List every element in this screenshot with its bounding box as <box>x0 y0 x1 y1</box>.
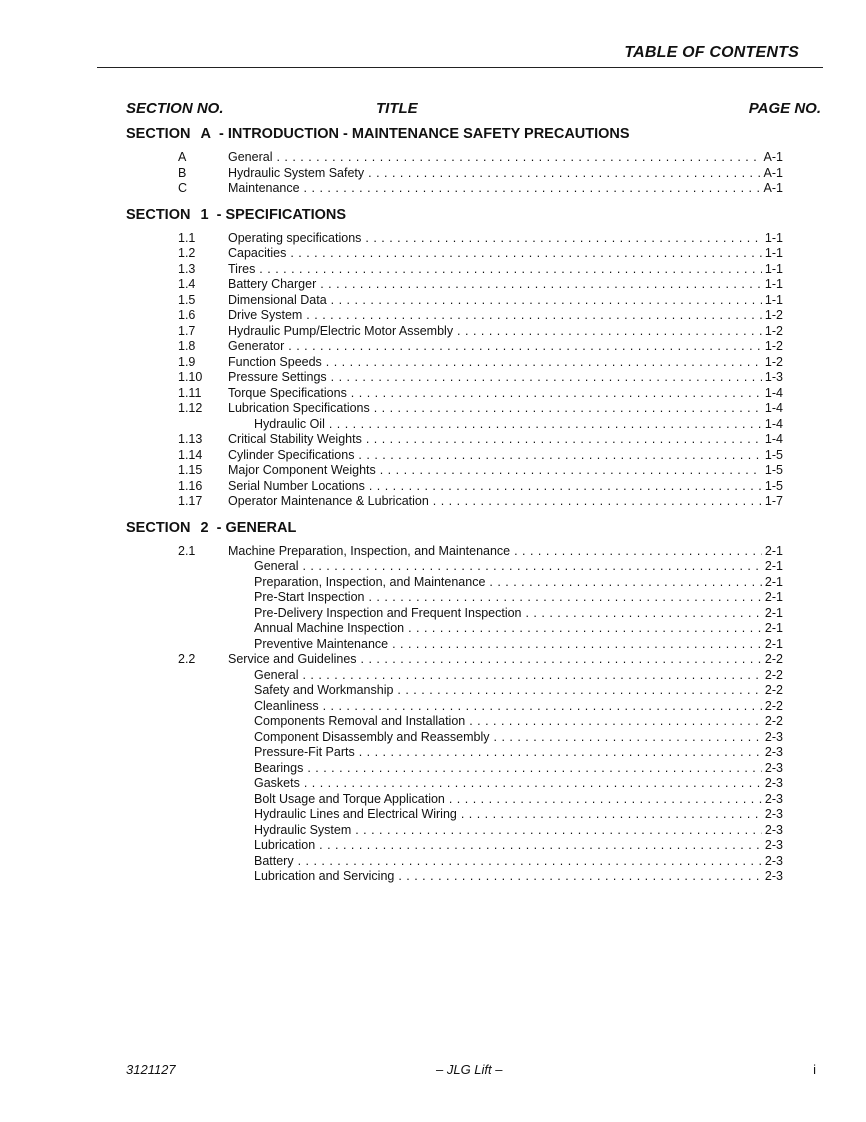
entry-title: Capacities . . . <box>228 246 762 262</box>
toc-entry[interactable] <box>0 544 866 560</box>
entry-number: 1.8 <box>178 339 196 353</box>
entry-title: Battery Charger . . . <box>228 277 762 293</box>
entry-number: 1.2 <box>178 246 196 260</box>
toc-entry-list <box>0 544 866 885</box>
toc-entry[interactable] <box>0 479 866 495</box>
entry-number: 1.4 <box>178 277 196 291</box>
entry-number: 1.16 <box>178 478 203 493</box>
entry-page-number: 2-3 <box>764 745 783 759</box>
toc-entry[interactable] <box>0 308 866 324</box>
entry-number: 1.12 <box>178 401 203 415</box>
entry-page-number: 1-7 <box>764 494 783 508</box>
header-divider <box>97 67 823 68</box>
entry-title: Preventive Maintenance . . . <box>254 637 762 653</box>
toc-subentry[interactable] <box>0 761 866 777</box>
entry-page-number: 2-2 <box>764 683 783 697</box>
entry-page-number: 1-1 <box>764 261 783 276</box>
entry-number: 1.14 <box>178 447 203 462</box>
entry-number: 1.10 <box>178 370 203 384</box>
entry-page-number: 1-5 <box>764 447 783 462</box>
toc-entry[interactable] <box>0 652 866 668</box>
entry-title: Generator . . . <box>228 339 762 355</box>
entry-page-number: 1-5 <box>764 463 783 477</box>
toc-entry[interactable] <box>0 181 866 197</box>
entry-page-number: 1-1 <box>764 230 783 245</box>
toc-subentry[interactable] <box>0 869 866 885</box>
entry-title: Pre-Delivery Inspection and Frequent Inspection . . . <box>254 606 762 622</box>
entry-number: 1.6 <box>178 308 196 322</box>
section-code: A <box>200 126 211 142</box>
entry-page-number: 1-4 <box>764 385 783 400</box>
entry-page-number: 2-3 <box>764 853 783 868</box>
entry-title: Tires . . . <box>228 262 762 278</box>
entry-page-number: 1-3 <box>764 370 783 384</box>
toc-entry[interactable] <box>0 494 866 510</box>
entry-page-number: 2-1 <box>764 574 783 589</box>
entry-title: Lubrication and Servicing . . . <box>254 869 762 885</box>
section-title: - SPECIFICATIONS <box>216 206 347 223</box>
footer-page-number: i <box>813 1062 816 1077</box>
entry-title: Torque Specifications . . . <box>228 386 762 402</box>
table-of-contents <box>0 122 866 885</box>
toc-subentry[interactable] <box>0 417 866 433</box>
entry-title: Hydraulic System Safety . . . <box>228 166 762 182</box>
entry-number: 2.1 <box>178 543 196 558</box>
page-header-title: TABLE OF CONTENTS <box>624 44 799 61</box>
entry-page-number: A-1 <box>763 150 783 164</box>
entry-page-number: 1-4 <box>764 401 783 415</box>
entry-title: General . . . <box>254 668 762 684</box>
toc-entry[interactable] <box>0 432 866 448</box>
toc-subentry[interactable] <box>0 683 866 699</box>
toc-subentry[interactable] <box>0 714 866 730</box>
entry-title: Pre-Start Inspection . . . <box>254 590 762 606</box>
entry-title: Dimensional Data . . . <box>228 293 762 309</box>
column-header-page: PAGE NO. <box>748 100 821 117</box>
entry-title: Hydraulic Pump/Electric Motor Assembly . . . <box>228 324 762 340</box>
toc-subentry[interactable] <box>0 792 866 808</box>
entry-title: Pressure-Fit Parts . . . <box>254 745 762 761</box>
entry-page-number: 2-3 <box>764 822 783 837</box>
entry-page-number: 1-1 <box>764 246 783 260</box>
entry-page-number: 2-3 <box>764 869 783 883</box>
entry-title: Serial Number Locations . . . <box>228 479 762 495</box>
entry-title: Service and Guidelines . . . <box>228 652 762 668</box>
toc-entry[interactable] <box>0 370 866 386</box>
section-label: SECTION <box>126 126 191 142</box>
section-heading <box>0 518 866 538</box>
entry-title: Battery . . . <box>254 854 762 870</box>
entry-page-number: 1-1 <box>764 277 783 291</box>
entry-number: 1.7 <box>178 323 196 338</box>
entry-title: Cylinder Specifications . . . <box>228 448 762 464</box>
toc-subentry[interactable] <box>0 838 866 854</box>
entry-number: C <box>178 181 188 195</box>
entry-page-number: 2-2 <box>764 667 783 682</box>
entry-page-number: 1-2 <box>764 323 783 338</box>
entry-title: Operator Maintenance & Lubrication . . . <box>228 494 762 510</box>
entry-page-number: A-1 <box>763 181 783 195</box>
toc-entry[interactable] <box>0 293 866 309</box>
entry-page-number: 1-1 <box>764 292 783 307</box>
toc-entry[interactable] <box>0 324 866 340</box>
entry-page-number: 2-2 <box>764 652 783 666</box>
entry-title: Machine Preparation, Inspection, and Maintenance . . . <box>228 544 762 560</box>
entry-page-number: 2-1 <box>764 590 783 604</box>
toc-subentry[interactable] <box>0 637 866 653</box>
entry-title: Preparation, Inspection, and Maintenance . . . <box>254 575 762 591</box>
entry-number: 1.15 <box>178 463 203 477</box>
entry-title: Component Disassembly and Reassembly . . . <box>254 730 762 746</box>
entry-title: Lubrication Specifications . . . <box>228 401 762 417</box>
entry-title: Annual Machine Inspection . . . <box>254 621 762 637</box>
entry-page-number: 2-3 <box>764 729 783 744</box>
section-heading <box>0 205 866 225</box>
footer-doc-number: 3121127 <box>126 1062 176 1077</box>
toc-entry[interactable] <box>0 463 866 479</box>
toc-entry[interactable] <box>0 355 866 371</box>
section-title: - GENERAL <box>216 519 297 536</box>
entry-number: B <box>178 165 187 180</box>
entry-title: Bolt Usage and Torque Application . . . <box>254 792 762 808</box>
toc-subentry[interactable] <box>0 606 866 622</box>
entry-page-number: 2-1 <box>764 543 783 558</box>
toc-entry[interactable] <box>0 231 866 247</box>
entry-number: 1.11 <box>178 385 202 400</box>
entry-title: Safety and Workmanship . . . <box>254 683 762 699</box>
entry-title: Maintenance . . . <box>228 181 762 197</box>
toc-subentry[interactable] <box>0 621 866 637</box>
entry-page-number: 2-1 <box>764 605 783 620</box>
entry-page-number: 2-1 <box>764 559 783 573</box>
toc-subentry[interactable] <box>0 730 866 746</box>
toc-subentry[interactable] <box>0 590 866 606</box>
section-heading <box>0 124 866 144</box>
entry-title: General . . . <box>228 150 762 166</box>
entry-page-number: 1-4 <box>764 416 783 431</box>
entry-number: 1.3 <box>178 261 196 276</box>
entry-page-number: 2-2 <box>764 698 783 713</box>
toc-subentry[interactable] <box>0 823 866 839</box>
toc-subentry[interactable] <box>0 745 866 761</box>
entry-page-number: 1-2 <box>764 339 783 353</box>
entry-number: 1.9 <box>178 354 196 369</box>
entry-title: Components Removal and Installation . . . <box>254 714 762 730</box>
toc-entry[interactable] <box>0 150 866 166</box>
toc-entry[interactable] <box>0 339 866 355</box>
entry-page-number: 2-3 <box>764 838 783 852</box>
entry-page-number: 1-2 <box>764 354 783 369</box>
toc-subentry[interactable] <box>0 854 866 870</box>
toc-entry[interactable] <box>0 401 866 417</box>
entry-page-number: 2-3 <box>764 760 783 775</box>
entry-title: Pressure Settings . . . <box>228 370 762 386</box>
toc-entry[interactable] <box>0 448 866 464</box>
entry-title: Gaskets . . . <box>254 776 762 792</box>
entry-title: Function Speeds . . . <box>228 355 762 371</box>
section-code: 1 <box>200 206 209 223</box>
toc-entry[interactable] <box>0 166 866 182</box>
entry-page-number: 1-5 <box>764 478 783 493</box>
toc-subentry[interactable] <box>0 807 866 823</box>
entry-title: Hydraulic Oil . . . <box>254 417 762 433</box>
entry-title: Drive System . . . <box>228 308 762 324</box>
entry-page-number: A-1 <box>763 165 783 180</box>
section-code: 2 <box>200 519 209 536</box>
entry-page-number: 2-1 <box>764 621 783 635</box>
toc-subentry[interactable] <box>0 559 866 575</box>
footer-brand: – JLG Lift – <box>436 1062 503 1077</box>
toc-entry[interactable] <box>0 277 866 293</box>
section-title: - INTRODUCTION - MAINTENANCE SAFETY PRECAUTIONS <box>219 126 630 142</box>
entry-title: Major Component Weights . . . <box>228 463 762 479</box>
column-header-section: SECTION NO. <box>126 100 224 117</box>
entry-page-number: 2-3 <box>764 807 783 821</box>
entry-title: Critical Stability Weights . . . <box>228 432 762 448</box>
section-label: SECTION <box>126 519 191 536</box>
entry-title: Bearings . . . <box>254 761 762 777</box>
toc-entry-list <box>0 231 866 510</box>
entry-title: Operating specifications . . . <box>228 231 762 247</box>
toc-subentry[interactable] <box>0 699 866 715</box>
column-header-title: TITLE <box>376 100 418 117</box>
entry-number: 1.17 <box>178 494 203 508</box>
entry-page-number: 2-3 <box>764 776 783 790</box>
entry-number: 2.2 <box>178 652 196 666</box>
toc-entry[interactable] <box>0 386 866 402</box>
entry-page-number: 2-3 <box>764 791 783 806</box>
entry-number: 1.1 <box>178 230 196 245</box>
entry-page-number: 1-4 <box>764 432 783 446</box>
section-label: SECTION <box>126 206 191 223</box>
entry-title: Lubrication . . . <box>254 838 762 854</box>
entry-title: Hydraulic System . . . <box>254 823 762 839</box>
entry-number: 1.13 <box>178 432 203 446</box>
entry-title: Hydraulic Lines and Electrical Wiring . . . <box>254 807 762 823</box>
entry-number: A <box>178 150 187 164</box>
entry-page-number: 2-2 <box>764 714 783 728</box>
entry-page-number: 2-1 <box>764 636 783 651</box>
entry-title: General . . . <box>254 559 762 575</box>
entry-title: Cleanliness . . . <box>254 699 762 715</box>
toc-subentry[interactable] <box>0 776 866 792</box>
toc-subentry[interactable] <box>0 575 866 591</box>
toc-entry-list <box>0 150 866 197</box>
entry-number: 1.5 <box>178 292 196 307</box>
toc-entry[interactable] <box>0 246 866 262</box>
toc-subentry[interactable] <box>0 668 866 684</box>
toc-entry[interactable] <box>0 262 866 278</box>
entry-page-number: 1-2 <box>764 308 783 322</box>
